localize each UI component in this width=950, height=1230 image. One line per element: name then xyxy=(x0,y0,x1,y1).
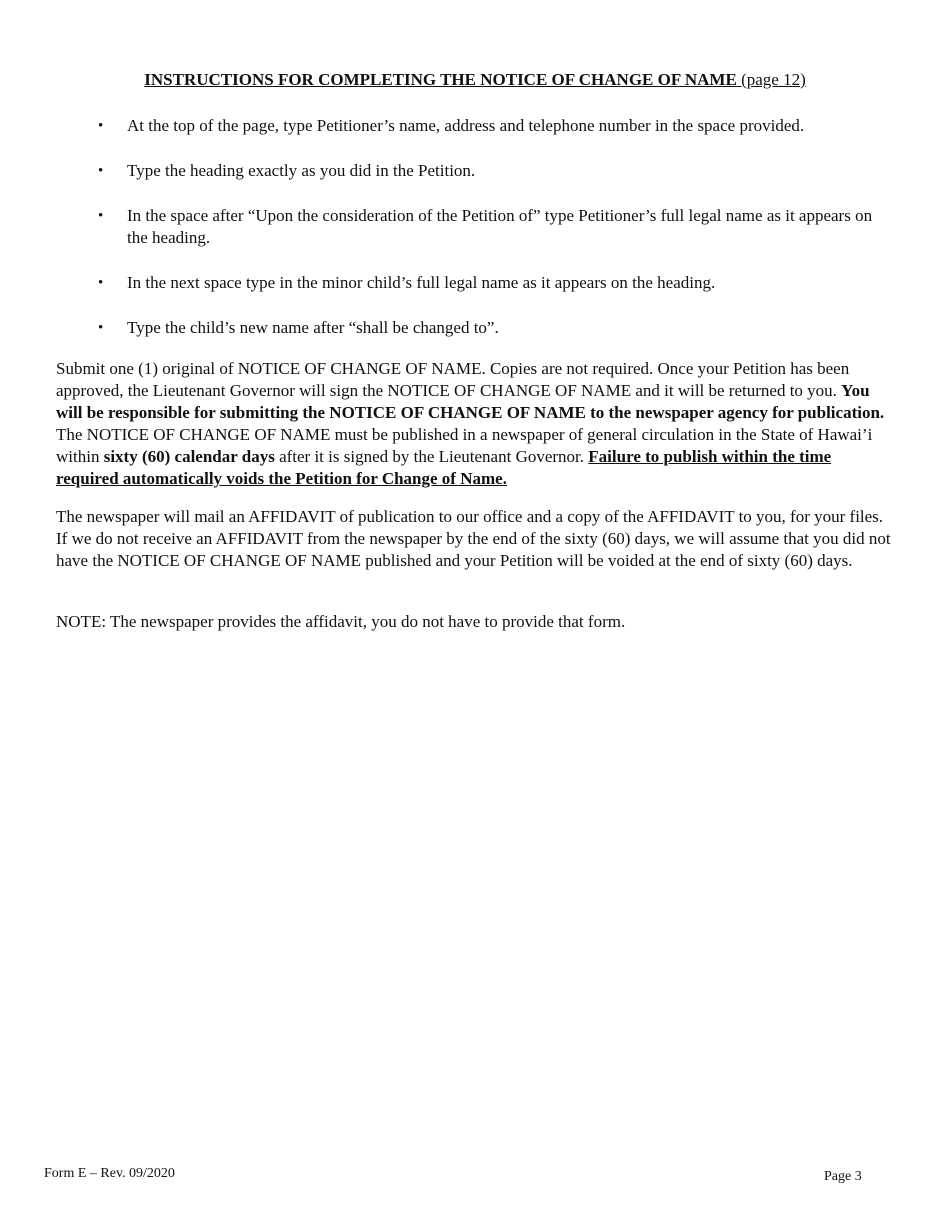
page-number: Page 3 xyxy=(824,1169,862,1184)
bullet-icon: • xyxy=(98,163,104,179)
page-title xyxy=(0,70,950,90)
publication-text: The NOTICE OF CHANGE OF NAME must be published in a newspaper of general circulation in the State of Hawai’i within xyxy=(56,425,873,466)
responsibility-notice: You will be responsible for submitting the NOTICE OF CHANGE OF NAME to the newspaper agency for publication. xyxy=(56,381,885,422)
list-item xyxy=(98,205,878,249)
instruction-list xyxy=(98,115,878,362)
bullet-icon: • xyxy=(98,118,104,134)
list-item xyxy=(98,115,878,137)
bullet-icon: • xyxy=(98,208,104,224)
list-item-text: In the next space type in the minor child’s full legal name as it appears on the heading. xyxy=(127,273,716,292)
submission-paragraph xyxy=(56,358,898,490)
title-page-ref: (page 12) xyxy=(741,70,806,89)
deadline-text: sixty (60) calendar days xyxy=(103,447,275,466)
note-paragraph: NOTE: The newspaper provides the affidavit, you do not have to provide that form. xyxy=(56,612,626,631)
bullet-icon: • xyxy=(98,275,104,291)
submission-text: Submit one (1) original of NOTICE OF CHANGE OF NAME. Copies are not required. Once your Petition has been approved, the Lieutenant Governor will sign the NOTICE OF CHANGE OF NAME and it will be returned to you. xyxy=(56,359,850,400)
list-item xyxy=(98,272,878,294)
list-item-text: In the space after “Upon the consideration of the Petition of” type Petitioner’s full legal name as it appears on the heading. xyxy=(127,206,873,247)
bullet-icon: • xyxy=(98,320,104,336)
void-warning: Failure to publish within the time required automatically voids the Petition for Change of Name. xyxy=(56,447,832,488)
affidavit-paragraph: The newspaper will mail an AFFIDAVIT of publication to our office and a copy of the AFFIDAVIT to you, for your files. If we do not receive an AFFIDAVIT from the newspaper by the end of the sixty (60) days, we will assume that you did not have the NOTICE OF CHANGE OF NAME published and your Petition will be voided at the end of sixty (60) days. xyxy=(56,507,891,570)
form-revision-label: Form E – Rev. 09/2020 xyxy=(44,1166,175,1181)
list-item-text: Type the child’s new name after “shall be changed to”. xyxy=(127,318,499,337)
list-item-text: Type the heading exactly as you did in the Petition. xyxy=(127,161,476,180)
title-main: INSTRUCTIONS FOR COMPLETING THE NOTICE OF CHANGE OF NAME xyxy=(144,70,737,89)
signature-text: after it is signed by the Lieutenant Governor. xyxy=(274,447,589,466)
list-item xyxy=(98,317,878,339)
list-item-text: At the top of the page, type Petitioner’s name, address and telephone number in the space provided. xyxy=(127,116,805,135)
list-item xyxy=(98,160,878,182)
